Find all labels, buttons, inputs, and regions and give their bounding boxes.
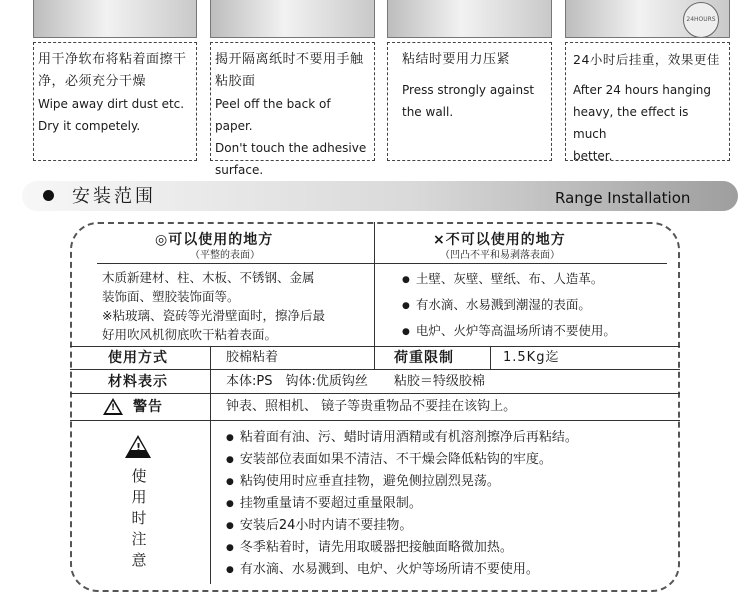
- material-value: 本体:PS 钩体:优质钩丝 粘胶＝特级胶棉: [226, 374, 485, 389]
- step2-photo: [210, 0, 375, 38]
- notice-item: ● 安装后24小时内请不要挂物。: [226, 516, 412, 537]
- material-label: 材料表示: [108, 374, 168, 390]
- step3-cn: 粘结时要用力压紧: [402, 52, 511, 67]
- step4-en-2: heavy, the effect is much: [573, 105, 689, 141]
- step2-box: [210, 42, 375, 177]
- 24hours-badge: 24HOURS: [683, 2, 719, 38]
- method-value: 胶棉粘着: [226, 350, 279, 365]
- warning-value: 钟表、照相机、 镜子等贵重物品不要挂在该钩上。: [226, 399, 517, 414]
- method-label: 使用方式: [108, 350, 168, 366]
- table-rule: [70, 346, 680, 347]
- can-use-line: 好用吹风机彻底吹干粘着表面。: [102, 327, 278, 342]
- warning-label: 警告: [133, 399, 163, 415]
- step4-photo: [565, 0, 730, 38]
- step3-box: [387, 42, 552, 161]
- table-rule: [70, 369, 680, 370]
- step3-en-2: the wall.: [402, 105, 454, 119]
- cannot-use-subheader: （凹凸不平和易剥落表面）: [440, 250, 560, 261]
- cannot-use-item: ● 电炉、火炉等高温场所请不要使用。: [402, 321, 616, 343]
- step4-cn: 24小时后挂重，效果更佳: [573, 52, 720, 67]
- notice-item: ● 粘着面有油、污、蜡时请用酒精或有机溶剂擦净后再粘结。: [226, 428, 578, 449]
- table-rule: [210, 346, 211, 584]
- step4-en-1: After 24 hours hanging: [573, 83, 712, 97]
- notice-label: 使用时注意: [131, 467, 147, 569]
- step4-en-3: better.: [573, 149, 613, 163]
- step1-en-2: Dry it competely.: [38, 119, 141, 133]
- step2-cn: 揭开隔离纸时不要用手触粘胶面: [215, 52, 364, 89]
- can-use-header: ◎可以使用的地方: [155, 232, 274, 248]
- table-rule: [70, 420, 680, 421]
- step2-en-2: Don't touch the adhesive: [215, 141, 367, 155]
- load-label: 荷重限制: [394, 350, 454, 366]
- step4-box: [565, 42, 730, 161]
- notice-item: ● 粘钩使用时应垂直挂物，避免侧拉剧烈晃荡。: [226, 472, 500, 493]
- bullet-icon: [43, 190, 54, 201]
- warning-icon: !: [125, 435, 151, 458]
- warning-icon: !: [103, 398, 123, 415]
- step1-box: [33, 42, 197, 161]
- cannot-use-item: ● 有水滴、水易溅到潮湿的表面。: [402, 295, 591, 317]
- load-value: 1.5Kg迄: [503, 350, 560, 365]
- step1-cn: 用干净软布将粘着面擦干净，必须充分干燥: [38, 52, 187, 89]
- can-use-line: ※粘玻璃、瓷砖等光滑壁面时，擦净后最: [102, 308, 325, 323]
- can-use-line: 装饰面、塑胶装饰面等。: [102, 289, 240, 304]
- step2-en-1: Peel off the back of paper.: [215, 97, 331, 133]
- step1-en-1: Wipe away dirt dust etc.: [38, 97, 185, 111]
- table-rule: [97, 263, 667, 264]
- table-rule: [374, 222, 375, 346]
- section-title-en: Range Installation: [555, 189, 691, 207]
- cannot-use-header: ×不可以使用的地方: [433, 232, 566, 248]
- cannot-use-item: ● 土壁、灰壁、壁纸、布、人造革。: [402, 269, 603, 291]
- table-rule: [70, 393, 680, 394]
- notice-item: ● 挂物重量请不要超过重量限制。: [226, 494, 422, 515]
- table-rule: [374, 346, 375, 369]
- notice-item: ● 有水滴、水易溅到、电炉、火炉等场所请不要使用。: [226, 560, 539, 581]
- section-title-cn: 安装范围: [72, 186, 156, 207]
- step1-photo: [33, 0, 197, 38]
- can-use-line: 木质新建材、柱、木板、不锈钢、金属: [102, 270, 315, 285]
- notice-item: ● 冬季粘着时，请先用取暖器把接触面略微加热。: [226, 538, 513, 559]
- step3-photo: [387, 0, 552, 38]
- step3-en-1: Press strongly against: [402, 83, 535, 97]
- step2-en-3: surface.: [215, 163, 264, 177]
- can-use-subheader: （平整的表面）: [190, 250, 260, 261]
- notice-item: ● 安装部位表面如果不清洁、不干燥会降低粘钩的牢度。: [226, 450, 552, 471]
- table-rule: [490, 346, 491, 369]
